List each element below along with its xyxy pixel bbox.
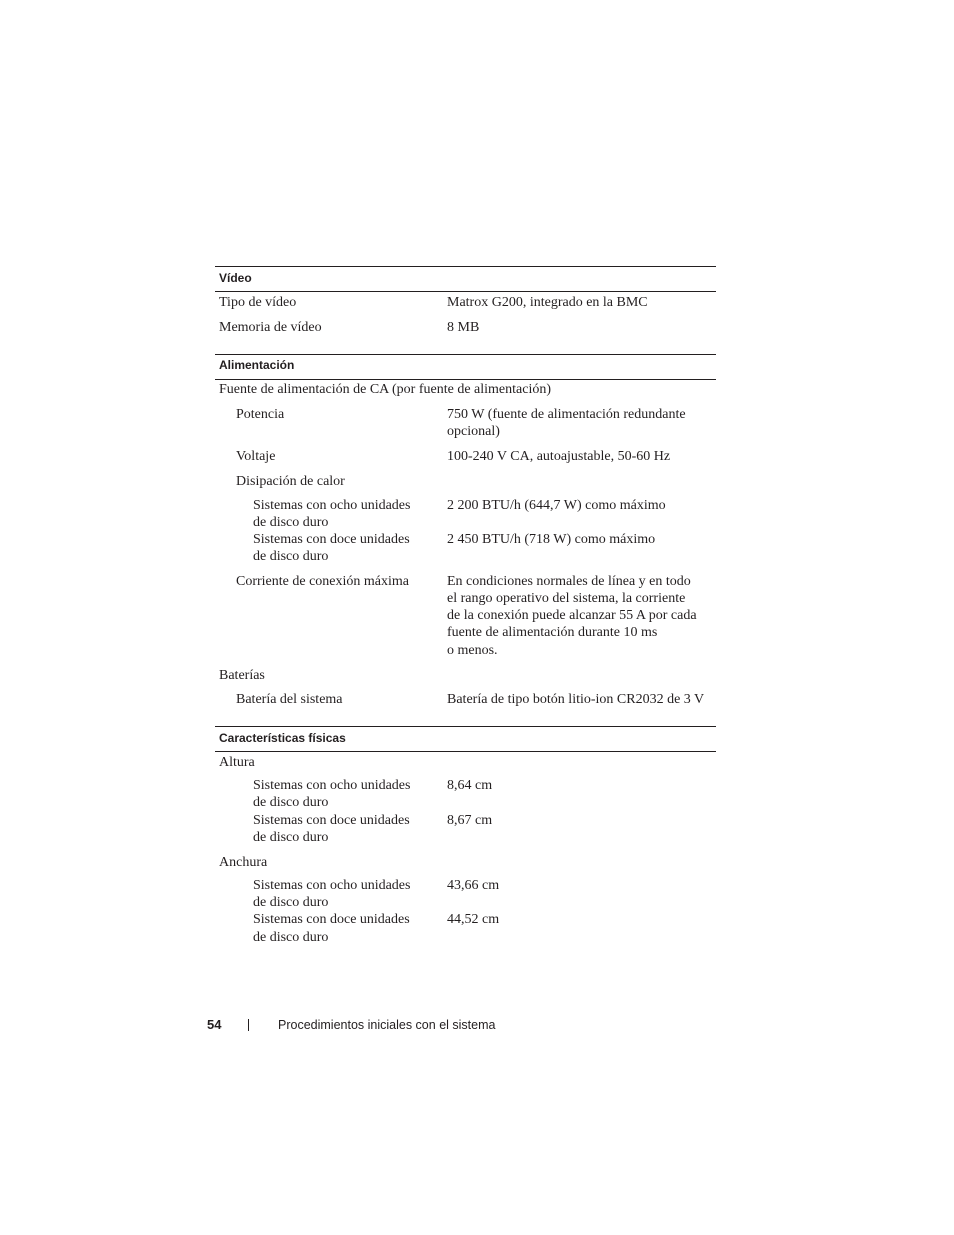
row-value: Matrox G200, integrado en la BMC: [447, 295, 648, 310]
section-heading-physical: Características físicas: [219, 731, 346, 745]
section-heading-power: Alimentación: [219, 358, 295, 372]
section-top-rule: [215, 354, 716, 355]
row-value: Batería de tipo botón litio-ion CR2032 de 3 V: [447, 692, 705, 707]
row-value: fuente de alimentación durante 10 ms: [447, 625, 658, 640]
section-heading-rule: [215, 751, 716, 752]
row-label: Memoria de vídeo: [219, 320, 322, 335]
row-value: En condiciones normales de línea y en todo: [447, 574, 691, 589]
row-label: de disco duro: [253, 930, 329, 945]
row-label: Batería del sistema: [236, 692, 343, 707]
row-label: Sistemas con ocho unidades: [253, 778, 411, 793]
row-label: Sistemas con doce unidades: [253, 912, 410, 927]
row-value: opcional): [447, 424, 500, 439]
row-label: de disco duro: [253, 895, 329, 910]
row-label: de disco duro: [253, 515, 329, 530]
footer-chapter-title: Procedimientos iniciales con el sistema: [278, 1018, 496, 1032]
row-value: 8,64 cm: [447, 778, 493, 793]
row-value: o menos.: [447, 643, 498, 658]
row-label: Sistemas con doce unidades: [253, 813, 410, 828]
section-heading-rule: [215, 291, 716, 292]
row-value: 44,52 cm: [447, 912, 500, 927]
section-heading-rule: [215, 379, 716, 380]
row-label: Corriente de conexión máxima: [236, 574, 409, 589]
row-label: Altura: [219, 755, 255, 770]
row-value: 8 MB: [447, 320, 480, 335]
page-number: 54: [207, 1017, 222, 1032]
section-heading-video: Vídeo: [219, 271, 252, 285]
row-value: 750 W (fuente de alimentación redundante: [447, 407, 686, 422]
row-label: Disipación de calor: [236, 474, 345, 489]
row-label: Sistemas con ocho unidades: [253, 498, 411, 513]
row-value: el rango operativo del sistema, la corriente: [447, 591, 686, 606]
row-value: de la conexión puede alcanzar 55 A por cada: [447, 608, 697, 623]
row-value: 43,66 cm: [447, 878, 500, 893]
footer-separator: [248, 1019, 249, 1031]
row-label: Sistemas con doce unidades: [253, 532, 410, 547]
row-label: Fuente de alimentación de CA (por fuente de alimentación): [219, 382, 551, 397]
section-top-rule: [215, 726, 716, 727]
row-value: 100-240 V CA, autoajustable, 50-60 Hz: [447, 449, 671, 464]
row-label: de disco duro: [253, 830, 329, 845]
row-label: Potencia: [236, 407, 285, 422]
row-label: de disco duro: [253, 795, 329, 810]
section-top-rule: [215, 266, 716, 267]
row-label: Anchura: [219, 855, 268, 870]
row-label: Voltaje: [236, 449, 276, 464]
row-value: 2 200 BTU/h (644,7 W) como máximo: [447, 498, 666, 513]
row-label: Sistemas con ocho unidades: [253, 878, 411, 893]
row-value: 2 450 BTU/h (718 W) como máximo: [447, 532, 656, 547]
row-label: de disco duro: [253, 549, 329, 564]
row-value: 8,67 cm: [447, 813, 493, 828]
row-label: Baterías: [219, 668, 265, 683]
row-label: Tipo de vídeo: [219, 295, 297, 310]
